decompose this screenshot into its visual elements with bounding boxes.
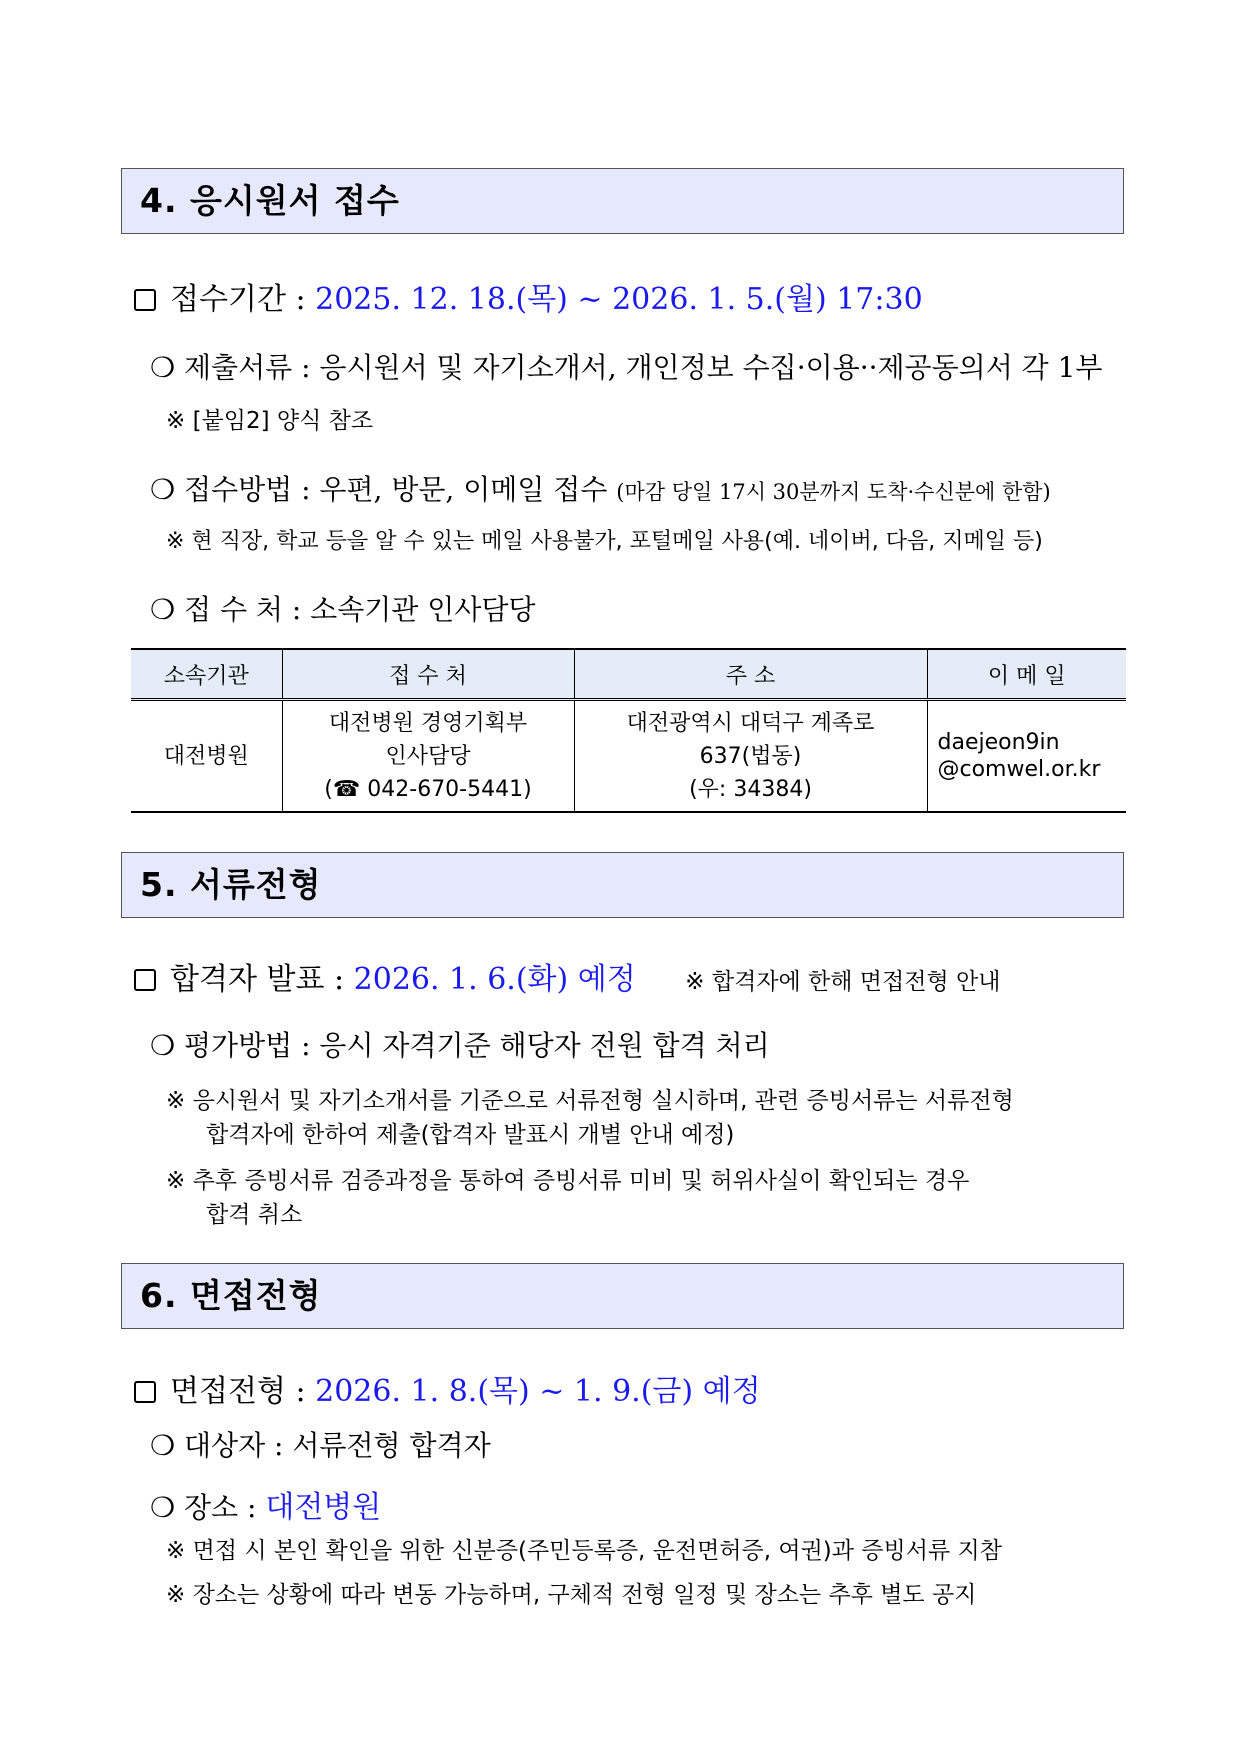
section-6-title: 6. 면접전형 [140, 1276, 322, 1315]
reception-table [131, 648, 1126, 813]
target-line: ❍ 대상자 : 서류전형 합격자 [150, 1429, 491, 1462]
eval-note-1a: ※ 응시원서 및 자기소개서를 기준으로 서류전형 실시하며, 관련 증빙서류는 서류전형 [166, 1088, 1014, 1114]
eval-line: ❍ 평가방법 : 응시 자격기준 해당자 전원 합격 처리 [150, 1029, 770, 1062]
interview-label: 면접전형 : [170, 1374, 306, 1409]
cell-email [927, 700, 1126, 813]
method-line [150, 468, 1051, 508]
header-addr: 주 소 [574, 649, 927, 700]
interview-line [134, 1366, 761, 1410]
eval-note-1b: 합격자에 한하여 제출(합격자 발표시 개별 안내 예정) [206, 1122, 735, 1148]
checkbox-square-icon [134, 289, 156, 311]
pass-line [134, 954, 1000, 998]
section-6-header [121, 1263, 1124, 1329]
docs-line: ❍ 제출서류 : 응시원서 및 자기소개서, 개인정보 수집·이용··제공동의서 각 1부 [150, 351, 1103, 384]
header-org: 소속기관 [131, 649, 282, 700]
pass-label: 합격자 발표 : [170, 962, 345, 997]
docs-note: ※ [붙임2] 양식 참조 [166, 408, 374, 434]
addr-line-3: (우: 34384) [689, 776, 812, 802]
table-header-row [131, 649, 1126, 700]
addr-line-2: 637(법동) [699, 743, 802, 769]
interview-place-line [150, 1482, 381, 1526]
period-value: 2025. 12. 18.(목) ~ 2026. 1. 5.(월) 17:30 [315, 282, 923, 317]
interview-note-2: ※ 장소는 상황에 따라 변동 가능하며, 구체적 전형 일정 및 장소는 추후 별도 공지 [166, 1582, 977, 1608]
interview-place-label: ❍ 장소 : [150, 1491, 257, 1524]
table-row [131, 700, 1126, 813]
section-5-title: 5. 서류전형 [140, 865, 322, 904]
section-4-header [121, 168, 1124, 234]
email-line-1: daejeon9in [937, 730, 1060, 755]
addr-line-1: 대전광역시 대덕구 계족로 [626, 710, 875, 736]
interview-place-value: 대전병원 [265, 1490, 382, 1525]
recv-line-3: (☎ 042-670-5441) [324, 776, 532, 802]
section-4-title: 4. 응시원서 접수 [140, 181, 400, 220]
cell-recv [282, 700, 574, 813]
place-line: ❍ 접 수 처 : 소속기관 인사담당 [150, 593, 536, 626]
checkbox-square-icon [134, 1381, 156, 1403]
method-paren: (마감 당일 17시 30분까지 도착·수신분에 한함) [616, 480, 1051, 504]
period-line [134, 274, 923, 318]
recv-line-1: 대전병원 경영기획부 [328, 710, 528, 736]
eval-note-2b: 합격 취소 [206, 1202, 303, 1228]
eval-note-2a: ※ 추후 증빙서류 검증과정을 통하여 증빙서류 미비 및 허위사실이 확인되는 경우 [166, 1168, 970, 1194]
cell-addr [574, 700, 927, 813]
interview-note-1: ※ 면접 시 본인 확인을 위한 신분증(주민등록증, 운전면허증, 여권)과 증빙서류 지참 [166, 1538, 1002, 1564]
interview-value: 2026. 1. 8.(목) ~ 1. 9.(금) 예정 [315, 1374, 761, 1409]
section-5-header [121, 852, 1124, 918]
email-line-2: @comwel.or.kr [937, 757, 1101, 782]
method-note: ※ 현 직장, 학교 등을 알 수 있는 메일 사용불가, 포털메일 사용(예. 네이버, 다음, 지메일 등) [166, 529, 1043, 554]
recv-line-2: 인사담당 [385, 743, 471, 769]
pass-value: 2026. 1. 6.(화) 예정 [353, 962, 636, 997]
header-recv: 접 수 처 [282, 649, 574, 700]
header-email: 이 메 일 [927, 649, 1126, 700]
pass-note: ※ 합격자에 한해 면접전형 안내 [685, 969, 1001, 995]
method-main: ❍ 접수방법 : 우편, 방문, 이메일 접수 [150, 473, 608, 506]
checkbox-square-icon [134, 969, 156, 991]
period-label: 접수기간 : [170, 282, 306, 317]
cell-org: 대전병원 [131, 700, 282, 813]
